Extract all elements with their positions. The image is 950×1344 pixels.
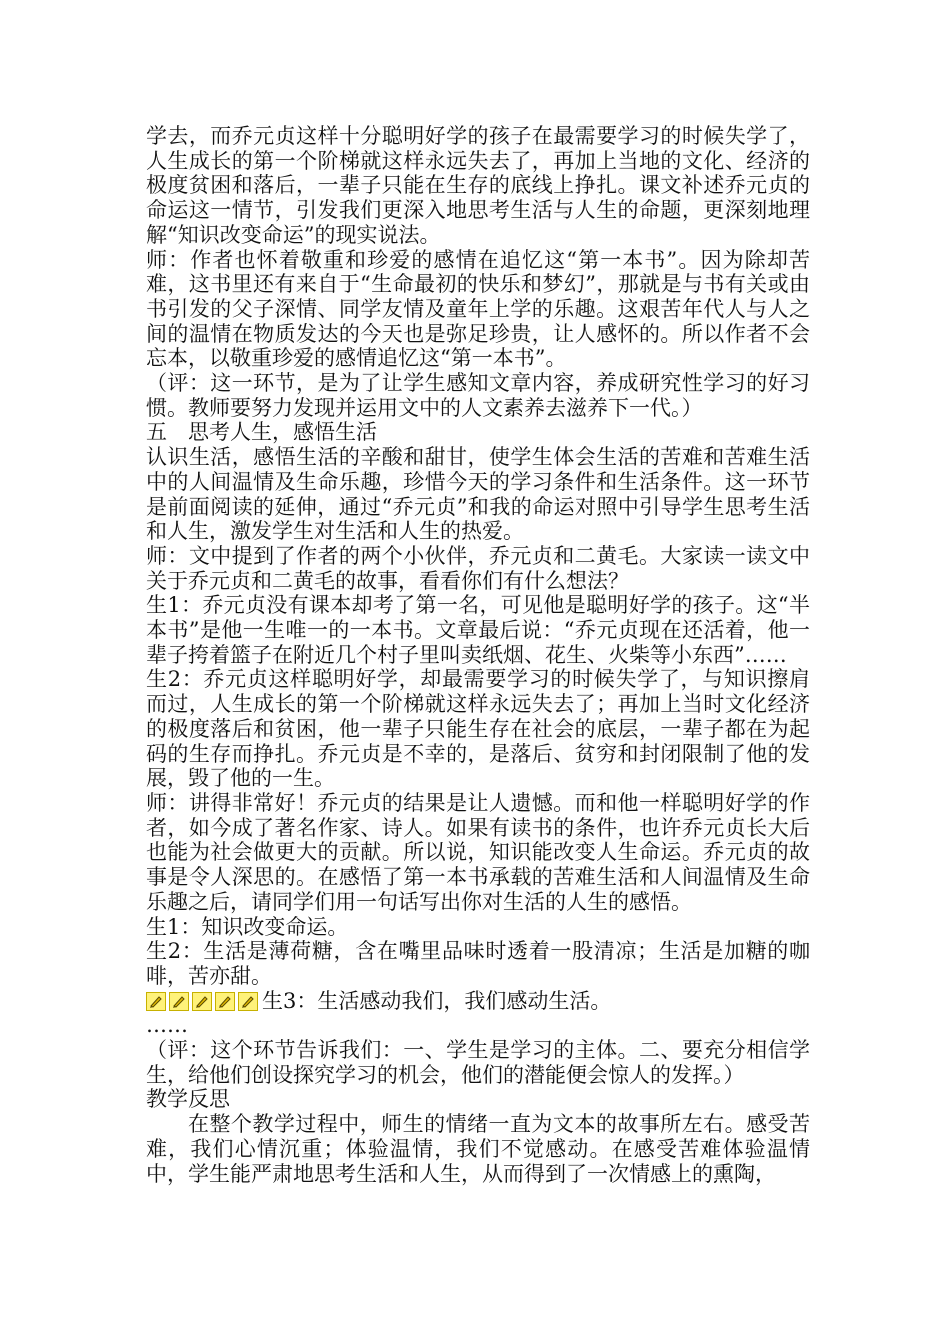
pen-icon [169,992,189,1011]
pen-icon [238,992,258,1011]
student-3-text: 生3：生活感动我们，我们感动生活。 [262,988,612,1013]
pen-icon-strip [146,992,261,1011]
paragraph-student-2-feeling: 生2：生活是薄荷糖，含在嘴里品味时透着一股清凉；生活是加糖的咖啡，苦亦甜。 [146,939,810,988]
paragraph-fate-summary: 学去，而乔元贞这样十分聪明好学的孩子在最需要学习的时候失学了，人生成长的第一个阶梯就这样永远失去了，再加上当地的文化、经济的极度贫困和落后，一辈子只能在生存的底线上挣扎。课文补述乔元贞的命运这一情节，引发我们更深入地思考生活与人生的命题，更深刻地理解“知识改变命运”的现实说法。 [146,124,810,247]
paragraph-comment-1: （评：这一环节，是为了让学生感知文章内容，养成研究性学习的好习惯。教师要努力发现并运用文中的人文素养去滋养下一代。） [146,371,810,420]
paragraph-student-2-answer: 生2：乔元贞这样聪明好学，却最需要学习的时候失学了，与知识擦肩而过，人生成长的第一个阶梯就这样永远失去了；再加上当时文化经济的极度落后和贫困，他一辈子只能生存在社会的底层，一辈子都在为起码的生存而挣扎。乔元贞是不幸的，是落后、贫穷和封闭限制了他的发展，毁了他的一生。 [146,667,810,791]
paragraph-student-1-feeling: 生1：知识改变命运。 [146,914,349,939]
paragraph-student-1-answer: 生1：乔元贞没有课本却考了第一名，可见他是聪明好学的孩子。这“半本书”是他一生唯一的一本书。文章最后说：“乔元贞现在还活着，他一辈子挎着篮子在附近几个村子里叫卖纸烟、花生、火柴等小东西”…… [146,593,810,667]
paragraph-student-3-feeling [146,989,810,1014]
document-body [146,124,810,1186]
paragraph-comment-2: （评：这个环节告诉我们：一、学生是学习的主体。二、要充分相信学生，给他们创设探究学习的机会，他们的潜能便会惊人的发挥。） [146,1038,810,1087]
pen-icon [215,992,235,1011]
pen-icon [146,992,166,1011]
paragraph-teacher-response: 师：讲得非常好！乔元贞的结果是让人遗憾。而和他一样聪明好学的作者，如今成了著名作家、诗人。如果有读书的条件，也许乔元贞长大后也能为社会做更大的贡献。所以说，知识能改变人生命运。乔元贞的故事是令人深思的。在感悟了第一本书承载的苦难生活和人间温情及生命乐趣之后，请同学们用一句话写出你对生活的人生的感悟。 [146,790,810,914]
pen-icon [192,992,212,1011]
paragraph-section-intro: 认识生活，感悟生活的辛酸和甜甘，使学生体会生活的苦难和苦难生活中的人间温情及生命乐趣，珍惜今天的学习条件和生活条件。这一环节是前面阅读的延伸，通过“乔元贞”和我的命运对照中引导学生思考生活和人生，激发学生对生活和人生的热爱。 [146,445,810,544]
paragraph-reflection: 在整个教学过程中，师生的情绪一直为文本的故事所左右。感受苦难，我们心情沉重；体验温情，我们不觉感动。在感受苦难体验温情中，学生能严肃地思考生活和人生，从而得到了一次情感上的熏陶， [146,1112,810,1186]
paragraph-teacher-first-book: 师：作者也怀着敬重和珍爱的感情在追忆这“第一本书”。因为除却苦难，这书里还有来自于“生命最初的快乐和梦幻”，那就是与书有关或由书引发的父子深情、同学友情及童年上学的乐趣。这艰苦年代人与人之间的温情在物质发达的今天也是弥足珍贵，让人感怀的。所以作者不会忘本，以敬重珍爱的感情追忆这“第一本书”。 [146,247,810,371]
paragraph-ellipsis: …… [146,1013,188,1038]
heading-teaching-reflection: 教学反思 [146,1087,230,1112]
section-heading-five: 五 思考人生，感悟生活 [146,420,377,445]
paragraph-teacher-question: 师：文中提到了作者的两个小伙伴，乔元贞和二黄毛。大家读一读文中关于乔元贞和二黄毛的故事，看看你们有什么想法？ [146,543,810,593]
